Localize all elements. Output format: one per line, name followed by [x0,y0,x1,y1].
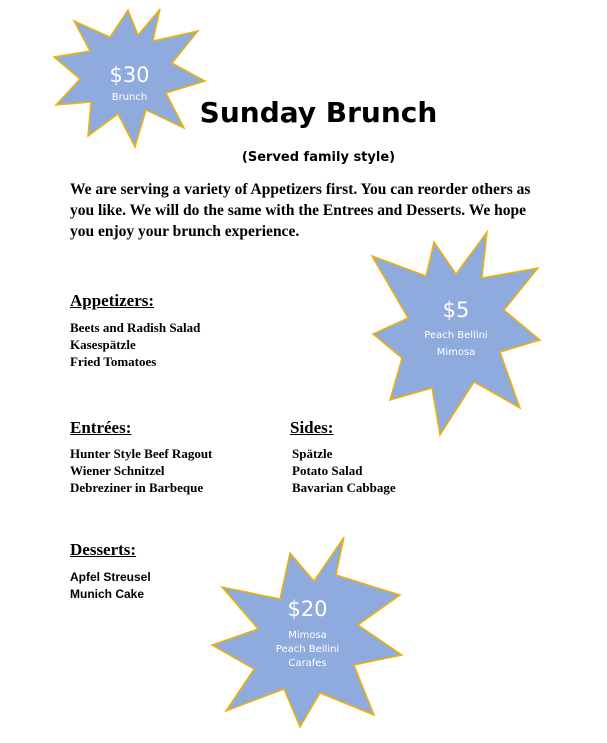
badge-price: $30 [109,63,150,87]
list-item: Kasespätzle [70,337,136,352]
badge-line: Mimosa [436,347,476,358]
list-item: Potato Salad [292,463,363,478]
entrees-heading: Entrées: [70,418,132,437]
list-item: Debreziner in Barbeque [70,480,204,495]
badge-line: Peach Bellini [424,330,488,341]
list-item: Wiener Schnitzel [70,463,165,478]
list-item: Beets and Radish Salad [70,320,201,335]
list-item: Bavarian Cabbage [292,480,396,495]
desserts-list [70,569,151,603]
appetizers-heading: Appetizers: [70,291,155,310]
price-badge-peach-bellini [370,230,542,437]
badge-price: $20 [287,597,328,621]
list-item: Fried Tomatoes [70,354,157,369]
list-item: Munich Cake [70,587,145,601]
appetizers-list [70,319,200,370]
list-item: Apfel Streusel [70,570,151,584]
page-subtitle: (Served family style) [241,150,396,165]
intro-paragraph: We are serving a variety of Appetizers first. You can reorder others as you like. We will do the same with the Entrees and Desserts. We hope you enjoy your brunch experience. [70,181,531,240]
sides-heading: Sides: [290,418,334,437]
badge-price: $5 [442,298,470,322]
list-item: Hunter Style Beef Ragout [70,446,213,461]
badge-line: Carafes [288,658,327,669]
desserts-heading: Desserts: [70,540,137,559]
page-title: Sunday Brunch [199,96,438,129]
entrees-list [70,445,212,496]
sides-list [292,445,396,496]
badge-line: Brunch [111,92,148,103]
price-badge-carafes [210,535,405,730]
list-item: Spätzle [292,446,333,461]
badge-line: Peach Bellini [275,644,340,655]
badge-line: Mimosa [288,630,327,641]
